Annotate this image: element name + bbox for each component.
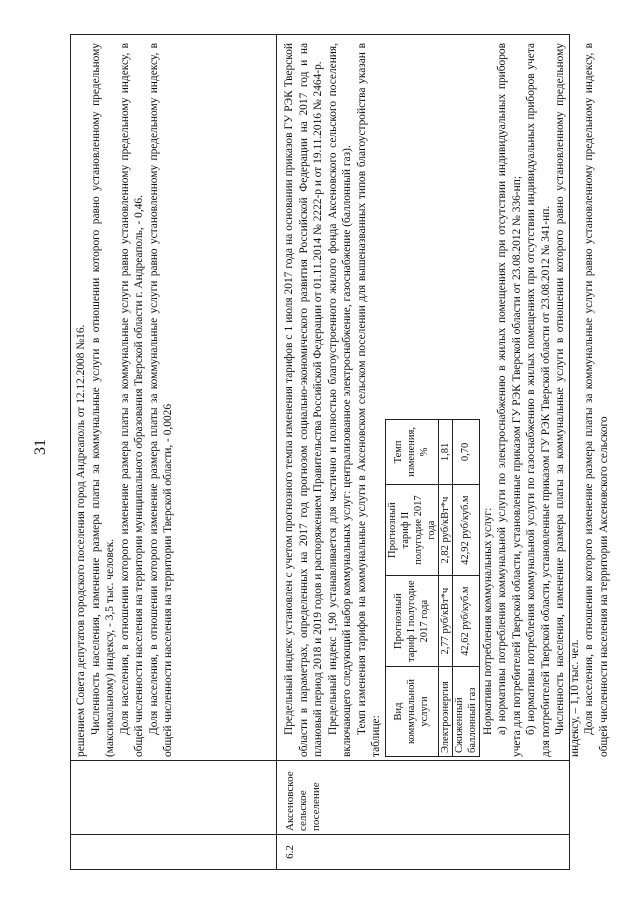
- paragraph: а) нормативы потребления коммунальной услуги по электроснабжению в жилых помещениях при отсутствии индивидуальных приборов учета для потребителей Тверской области, установленные приказом ГУ РЭК Тверской области от 23.08.2012 № 336-нп;: [496, 43, 523, 757]
- settlement-name: Аксеновское сельское поселение: [284, 771, 322, 831]
- table-frame: [70, 34, 610, 870]
- table-header-cell: Темп изменения, %: [385, 420, 438, 485]
- table-header-row: [385, 420, 438, 757]
- table-header-cell: Прогнозный тариф I полугодие 2017 года: [385, 576, 438, 667]
- table-cell: 42,62 руб/куб.м: [452, 576, 479, 667]
- table-row: [438, 420, 452, 757]
- paragraph: Нормативы потребления коммунальных услуг:: [481, 507, 494, 735]
- paragraph: Численность населения, изменение размера платы за коммунальные услуги в отношении которого равно установленному предельному (максимальному) индексу, - 3,5 тыс. человек.: [89, 43, 116, 757]
- table-cell: 42,92 руб/куб.м: [452, 484, 479, 575]
- table-cell: 2,82 руб/кВт*ч: [438, 484, 452, 575]
- paragraph: Доля населения, в отношении которого изменение размера платы за коммунальные услуги равно установленному предельному индексу, в общей численности населения на территории Тверской области, - 0,0026: [147, 43, 174, 757]
- table-header-cell: Прогнозный тариф II полугодие 2017 года: [385, 484, 438, 575]
- tariff-table: [385, 419, 480, 757]
- document-sheet: [70, 34, 610, 870]
- table-cell: Электроэнергия: [438, 667, 452, 757]
- paragraph: Предельный индекс установлен с учетом прогнозного темпа изменения тарифов с 1 июля 2017 года на основании приказов ГУ РЭК Тверской области в параметрах, определенных на 2017 год прогнозом социально-экономического развития Российской Федерации на 2017 год и на плановый период 2018 и 2019 годов и распоряжением Правительства Российской Федерации от 01.11.2014 № 2222-р и от 19.11.2016 № 2464-р.: [283, 43, 324, 757]
- paragraph: Предельный индекс 1,90 устанавливается для частично и полностью благоустроенного жилого фонда Аксеновского сельского поселения, включающего следующий набор коммунальных услуг: централизованное электроснабжение, газоснабжение (баллонный газ).: [326, 43, 353, 757]
- paragraph: Доля населения, в отношении которого изменение размера платы за коммунальные услуги равно установленному предельному индексу, в общей численности населения на территории Аксеновского сельского: [583, 43, 610, 757]
- paragraph: Темп изменения тарифов на коммунальные услуги в Аксеновском сельском поселении для вышеназванных типов благоустройства указан в таблице:: [355, 43, 382, 757]
- row-number: 6.2: [284, 845, 296, 859]
- table-cell: 0,70: [452, 420, 479, 485]
- table-cell: Сжиженный баллонный газ: [452, 667, 479, 757]
- row-aksenovskoe: [282, 43, 611, 757]
- table-header-cell: Вид коммунальной услуги: [385, 667, 438, 757]
- paragraph: Доля населения, в отношении которого изменение размера платы за коммунальные услуги равно установленному предельному индексу, в общей численности населения на территории муниципального образования Тверской области г. Андреаполь, - 0,46.: [118, 43, 145, 757]
- table-cell: 1,81: [438, 420, 452, 485]
- table-cell: 2,77 руб/кВт*ч: [438, 576, 452, 667]
- paragraph: Численность населения, изменение размера платы за коммунальные услуги в отношении которого равно установленному предельному индексу, – 1,10 тыс. чел.: [554, 43, 581, 757]
- number-column: [71, 834, 569, 869]
- page-number: 31: [32, 439, 49, 455]
- paragraph: решением Совета депутатов городского поселения город Андреаполь от 12.12.2008 №16.: [75, 324, 87, 757]
- paragraph: б) нормативы потребления коммунальной услуги по газоснабжению в жилых помещениях при отсутствии индивидуальных приборов учета для потребителей Тверской области, установленные приказом ГУ РЭК Тверской области от 23.08.2012 № 341-нп.: [525, 43, 552, 757]
- table-row: [452, 420, 479, 757]
- row-andreapol-continuation: [74, 43, 176, 757]
- row-divider: [276, 35, 277, 869]
